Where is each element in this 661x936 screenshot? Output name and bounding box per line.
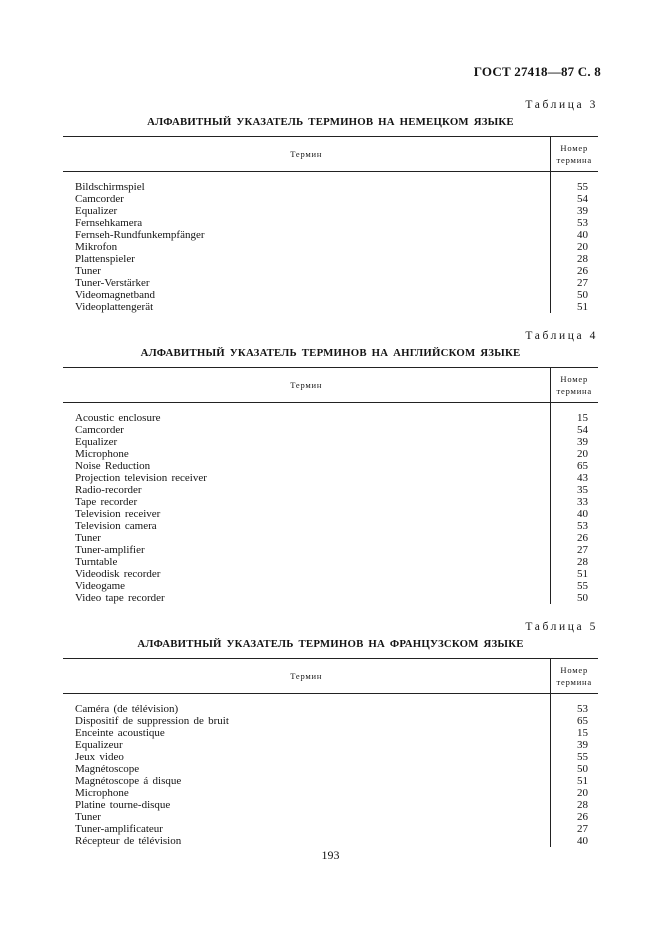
table-row: [63, 472, 598, 484]
term-cell: Récepteur de télévision: [75, 835, 182, 847]
term-number-cell: 40: [550, 508, 598, 520]
table-row: [63, 787, 598, 799]
table-row: [63, 436, 598, 448]
page-number: 193: [321, 848, 340, 862]
term-number-cell: 35: [550, 484, 598, 496]
spacer-cell: [550, 403, 598, 413]
table-row: [63, 520, 598, 532]
table-row: [63, 229, 598, 241]
term-number-cell: 39: [550, 739, 598, 751]
table-row: [63, 253, 598, 265]
term-number-cell: 15: [550, 727, 598, 739]
term-cell: Equalizeur: [75, 739, 123, 751]
term-cell: Television receiver: [75, 508, 161, 520]
table-row: [63, 811, 598, 823]
term-cell: Tuner-amplifier: [75, 544, 145, 556]
term-cell: Camcorder: [75, 193, 124, 205]
number-header-line2: термина: [556, 386, 592, 396]
term-number-cell: 26: [550, 532, 598, 544]
term-cell: Magnétoscope: [75, 763, 140, 775]
term-number-cell: 27: [550, 823, 598, 835]
term-cell: Bildschirmspiel: [75, 181, 145, 193]
table-row: [63, 556, 598, 568]
table-row: [63, 181, 598, 193]
term-number-cell: 39: [550, 205, 598, 217]
table-row: [63, 265, 598, 277]
term-cell: Noise Reduction: [75, 460, 151, 472]
table-row: [63, 727, 598, 739]
term-number-cell: 40: [550, 229, 598, 241]
term-number-cell: 65: [550, 460, 598, 472]
terms-table: [63, 658, 598, 847]
table-row: [63, 763, 598, 775]
term-number-cell: 53: [550, 217, 598, 229]
table-label: Таблица 5: [525, 621, 598, 633]
terms-table: [63, 367, 598, 604]
table-row: [63, 412, 598, 424]
term-cell: Tuner: [75, 265, 101, 277]
term-number-cell: 55: [550, 751, 598, 763]
table-title: АЛФАВИТНЫЙ УКАЗАТЕЛЬ ТЕРМИНОВ НА НЕМЕЦКОМ ЯЗЫКЕ: [147, 116, 514, 128]
term-cell: Acoustic enclosure: [75, 412, 161, 424]
table-row: [63, 751, 598, 763]
term-cell: Television camera: [75, 520, 157, 532]
term-number-cell: 54: [550, 193, 598, 205]
table-4-section: [63, 327, 598, 604]
table-row: [63, 568, 598, 580]
term-number-cell: 51: [550, 301, 598, 313]
number-column-header: [550, 659, 598, 694]
spacer-cell: [63, 172, 550, 182]
table-row: [63, 592, 598, 604]
term-number-cell: 20: [550, 787, 598, 799]
term-cell: Tape recorder: [75, 496, 138, 508]
term-cell: Equalizer: [75, 436, 118, 448]
term-number-cell: 43: [550, 472, 598, 484]
number-header-line1: Номер: [560, 665, 589, 675]
term-cell: Videoplattengerät: [75, 301, 154, 313]
term-cell: Tuner: [75, 532, 101, 544]
term-cell: Fernsehkamera: [75, 217, 143, 229]
spacer-cell: [63, 694, 550, 704]
term-number-cell: 20: [550, 448, 598, 460]
number-header-line2: термина: [556, 677, 592, 687]
number-header-line2: термина: [556, 155, 592, 165]
term-cell: Microphone: [75, 448, 129, 460]
spacer-cell: [550, 172, 598, 182]
term-cell: Tuner-amplificateur: [75, 823, 163, 835]
table-row: [63, 217, 598, 229]
term-number-cell: 28: [550, 253, 598, 265]
term-number-cell: 33: [550, 496, 598, 508]
table-3-section: [63, 96, 598, 313]
term-number-cell: 26: [550, 811, 598, 823]
term-number-cell: 27: [550, 277, 598, 289]
term-cell: Video tape recorder: [75, 592, 165, 604]
term-number-cell: 27: [550, 544, 598, 556]
term-number-cell: 50: [550, 289, 598, 301]
number-column-header: [550, 137, 598, 172]
table-row: [63, 424, 598, 436]
table-5-section: [63, 618, 598, 847]
term-cell: Microphone: [75, 787, 129, 799]
terms-table: [63, 136, 598, 313]
term-column-header: Термин: [63, 368, 550, 403]
term-number-cell: 40: [550, 835, 598, 847]
table-row: [63, 508, 598, 520]
term-number-cell: 54: [550, 424, 598, 436]
term-cell: Videomagnetband: [75, 289, 155, 301]
term-column-header: Термин: [63, 659, 550, 694]
term-cell: Platine tourne-disque: [75, 799, 171, 811]
table-row: [63, 277, 598, 289]
term-cell: Radio-recorder: [75, 484, 142, 496]
table-row: [63, 301, 598, 313]
term-column-header: Термин: [63, 137, 550, 172]
table-row: [63, 496, 598, 508]
page-header: ГОСТ 27418—87 С. 8: [473, 64, 601, 79]
term-cell: Jeux video: [75, 751, 124, 763]
term-number-cell: 53: [550, 520, 598, 532]
term-number-cell: 26: [550, 265, 598, 277]
table-title: АЛФАВИТНЫЙ УКАЗАТЕЛЬ ТЕРМИНОВ НА АНГЛИЙСКОМ ЯЗЫКЕ: [140, 347, 521, 359]
table-row: [63, 703, 598, 715]
table-label: Таблица 4: [525, 330, 598, 342]
table-row: [63, 193, 598, 205]
spacer-row: [63, 172, 598, 182]
term-cell: Projection television receiver: [75, 472, 207, 484]
spacer-row: [63, 694, 598, 704]
table-row: [63, 460, 598, 472]
term-cell: Tuner-Verstärker: [75, 277, 150, 289]
table-row: [63, 448, 598, 460]
table-row: [63, 580, 598, 592]
term-number-cell: 50: [550, 763, 598, 775]
term-number-cell: 28: [550, 556, 598, 568]
term-number-cell: 20: [550, 241, 598, 253]
number-column-header: [550, 368, 598, 403]
term-cell: Equalizer: [75, 205, 118, 217]
table-title: АЛФАВИТНЫЙ УКАЗАТЕЛЬ ТЕРМИНОВ НА ФРАНЦУЗСКОМ ЯЗЫКЕ: [137, 638, 524, 650]
table-row: [63, 484, 598, 496]
term-cell: Magnétoscope á disque: [75, 775, 182, 787]
term-number-cell: 28: [550, 799, 598, 811]
term-cell: Mikrofon: [75, 241, 118, 253]
term-cell: Dispositif de suppression de bruit: [75, 715, 229, 727]
term-cell: Plattenspieler: [75, 253, 135, 265]
table-row: [63, 739, 598, 751]
spacer-cell: [550, 694, 598, 704]
table-row: [63, 715, 598, 727]
term-cell: Turntable: [75, 556, 118, 568]
term-cell: Caméra (de télévision): [75, 703, 179, 715]
table-row: [63, 775, 598, 787]
number-header-line1: Номер: [560, 374, 589, 384]
table-row: [63, 835, 598, 847]
spacer-row: [63, 403, 598, 413]
table-row: [63, 205, 598, 217]
table-row: [63, 532, 598, 544]
term-number-cell: 15: [550, 412, 598, 424]
table-row: [63, 544, 598, 556]
term-cell: Enceinte acoustique: [75, 727, 165, 739]
table-row: [63, 823, 598, 835]
number-header-line1: Номер: [560, 143, 589, 153]
term-number-cell: 65: [550, 715, 598, 727]
term-cell: Videodisk recorder: [75, 568, 161, 580]
term-number-cell: 51: [550, 775, 598, 787]
table-label: Таблица 3: [525, 99, 598, 111]
table-row: [63, 289, 598, 301]
spacer-cell: [63, 403, 550, 413]
term-number-cell: 53: [550, 703, 598, 715]
table-row: [63, 799, 598, 811]
term-cell: Camcorder: [75, 424, 124, 436]
table-row: [63, 241, 598, 253]
term-cell: Tuner: [75, 811, 101, 823]
term-cell: Fernseh-Rundfunkempfänger: [75, 229, 205, 241]
term-number-cell: 39: [550, 436, 598, 448]
term-number-cell: 50: [550, 592, 598, 604]
term-number-cell: 55: [550, 181, 598, 193]
term-number-cell: 55: [550, 580, 598, 592]
term-number-cell: 51: [550, 568, 598, 580]
term-cell: Videogame: [75, 580, 126, 592]
